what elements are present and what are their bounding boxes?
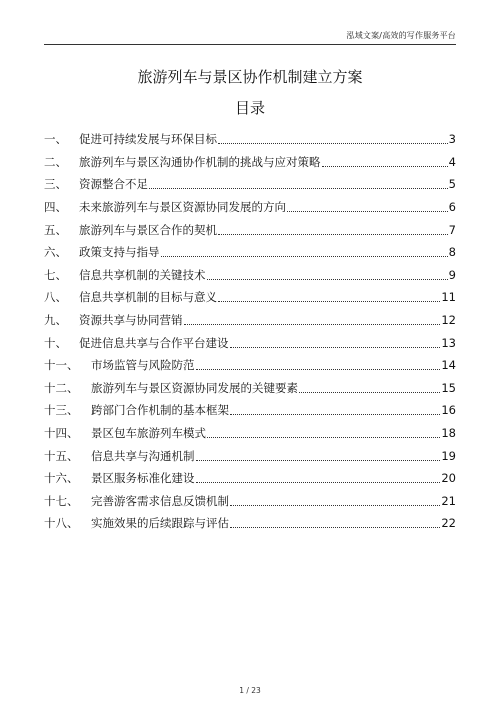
- toc-entry[interactable]: [44, 173, 456, 196]
- header-text: 泓域文案/高效的写作服务平台: [346, 31, 456, 40]
- toc-entry-page: 15: [441, 380, 456, 395]
- toc-entry-page: 22: [441, 516, 456, 531]
- toc-entry[interactable]: [44, 331, 456, 354]
- toc-heading: 目录: [234, 99, 265, 117]
- document-title: 旅游列车与景区协作机制建立方案: [137, 68, 363, 86]
- toc-entry[interactable]: [44, 377, 456, 400]
- toc-entry[interactable]: [44, 490, 456, 513]
- toc-entry-page: 5: [448, 177, 456, 192]
- toc-entry-number: 十三、: [44, 403, 79, 418]
- toc-entry-title: 旅游列车与景区资源协同发展的关键要素: [91, 380, 298, 395]
- toc-entry-title: 促进可持续发展与环保目标: [79, 132, 217, 147]
- toc-entry[interactable]: [44, 354, 456, 377]
- toc-entry-title: 资源整合不足: [79, 177, 148, 192]
- toc-entry[interactable]: [44, 241, 456, 264]
- toc-entry-title: 实施效果的后续跟踪与评估: [91, 516, 229, 531]
- toc-entry-title: 旅游列车与景区沟通协作机制的挑战与应对策略: [79, 154, 321, 169]
- toc-dot-leader: [287, 210, 448, 212]
- toc-entry-title: 信息共享机制的关键技术: [79, 267, 206, 282]
- page-indicator: 1 / 23: [239, 686, 261, 695]
- toc-entry-number: 四、: [44, 200, 67, 215]
- toc-entry[interactable]: [44, 399, 456, 422]
- toc-entry-page: 13: [441, 335, 456, 350]
- toc-dot-leader: [299, 391, 440, 393]
- toc-entry-page: 3: [448, 132, 456, 147]
- toc-entry-page: 14: [441, 358, 456, 373]
- toc-entry-title: 政策支持与指导: [79, 245, 160, 260]
- toc-entry-number: 十六、: [44, 471, 79, 486]
- toc-entry-title: 信息共享与沟通机制: [91, 448, 195, 463]
- toc-entry-number: 一、: [44, 132, 67, 147]
- toc-entry[interactable]: [44, 309, 456, 332]
- toc-entry-page: 21: [441, 493, 456, 508]
- toc-dot-leader: [184, 323, 441, 325]
- toc-entry-number: 十七、: [44, 493, 79, 508]
- toc-entry-number: 十八、: [44, 516, 79, 531]
- toc-entry-title: 信息共享机制的目标与意义: [79, 290, 217, 305]
- toc-dot-leader: [207, 278, 448, 280]
- toc-entry-number: 十五、: [44, 448, 79, 463]
- toc-entry-number: 十、: [44, 335, 67, 350]
- toc-entry-title: 促进信息共享与合作平台建设: [79, 335, 229, 350]
- toc-dot-leader: [196, 459, 441, 461]
- table-of-contents: [44, 128, 456, 535]
- toc-entry[interactable]: [44, 512, 456, 535]
- toc-dot-leader: [161, 255, 448, 257]
- toc-entry-number: 七、: [44, 267, 67, 282]
- toc-entry-page: 8: [448, 245, 456, 260]
- toc-entry-page: 18: [441, 426, 456, 441]
- toc-dot-leader: [207, 436, 440, 438]
- toc-entry-number: 十四、: [44, 426, 79, 441]
- toc-entry-number: 五、: [44, 222, 67, 237]
- toc-entry-page: 11: [441, 290, 456, 305]
- toc-entry-title: 市场监管与风险防范: [91, 358, 195, 373]
- toc-dot-leader: [230, 413, 440, 415]
- toc-entry-number: 三、: [44, 177, 67, 192]
- toc-dot-leader: [322, 165, 448, 167]
- toc-entry-page: 19: [441, 448, 456, 463]
- toc-dot-leader: [218, 233, 448, 235]
- toc-entry-number: 二、: [44, 154, 67, 169]
- toc-entry[interactable]: [44, 151, 456, 174]
- toc-entry-page: 6: [448, 200, 456, 215]
- toc-entry[interactable]: [44, 444, 456, 467]
- toc-entry-title: 旅游列车与景区合作的契机: [79, 222, 217, 237]
- toc-entry-number: 六、: [44, 245, 67, 260]
- toc-entry-title: 景区服务标准化建设: [91, 471, 195, 486]
- toc-dot-leader: [230, 504, 440, 506]
- toc-entry-number: 九、: [44, 313, 67, 328]
- toc-entry-page: 20: [441, 471, 456, 486]
- toc-entry[interactable]: [44, 128, 456, 151]
- toc-entry-title: 跨部门合作机制的基本框架: [91, 403, 229, 418]
- toc-entry-page: 9: [448, 267, 456, 282]
- toc-entry[interactable]: [44, 286, 456, 309]
- toc-entry-title: 未来旅游列车与景区资源协同发展的方向: [79, 200, 286, 215]
- toc-entry[interactable]: [44, 467, 456, 490]
- toc-entry-page: 16: [441, 403, 456, 418]
- toc-dot-leader: [230, 526, 440, 528]
- toc-entry[interactable]: [44, 264, 456, 287]
- toc-entry-number: 八、: [44, 290, 67, 305]
- toc-dot-leader: [196, 481, 441, 483]
- toc-dot-leader: [218, 300, 440, 302]
- toc-entry[interactable]: [44, 196, 456, 219]
- toc-dot-leader: [149, 187, 448, 189]
- toc-entry-title: 景区包车旅游列车模式: [91, 426, 206, 441]
- toc-entry-title: 资源共享与协同营销: [79, 313, 183, 328]
- toc-entry-page: 7: [448, 222, 456, 237]
- toc-entry[interactable]: [44, 422, 456, 445]
- header-divider: [44, 44, 456, 45]
- toc-entry-number: 十二、: [44, 380, 79, 395]
- toc-entry-page: 12: [441, 313, 456, 328]
- toc-dot-leader: [196, 368, 441, 370]
- toc-entry-page: 4: [448, 154, 456, 169]
- toc-entry-number: 十一、: [44, 358, 79, 373]
- toc-dot-leader: [218, 142, 448, 144]
- toc-entry[interactable]: [44, 218, 456, 241]
- toc-entry-title: 完善游客需求信息反馈机制: [91, 493, 229, 508]
- toc-dot-leader: [230, 346, 441, 348]
